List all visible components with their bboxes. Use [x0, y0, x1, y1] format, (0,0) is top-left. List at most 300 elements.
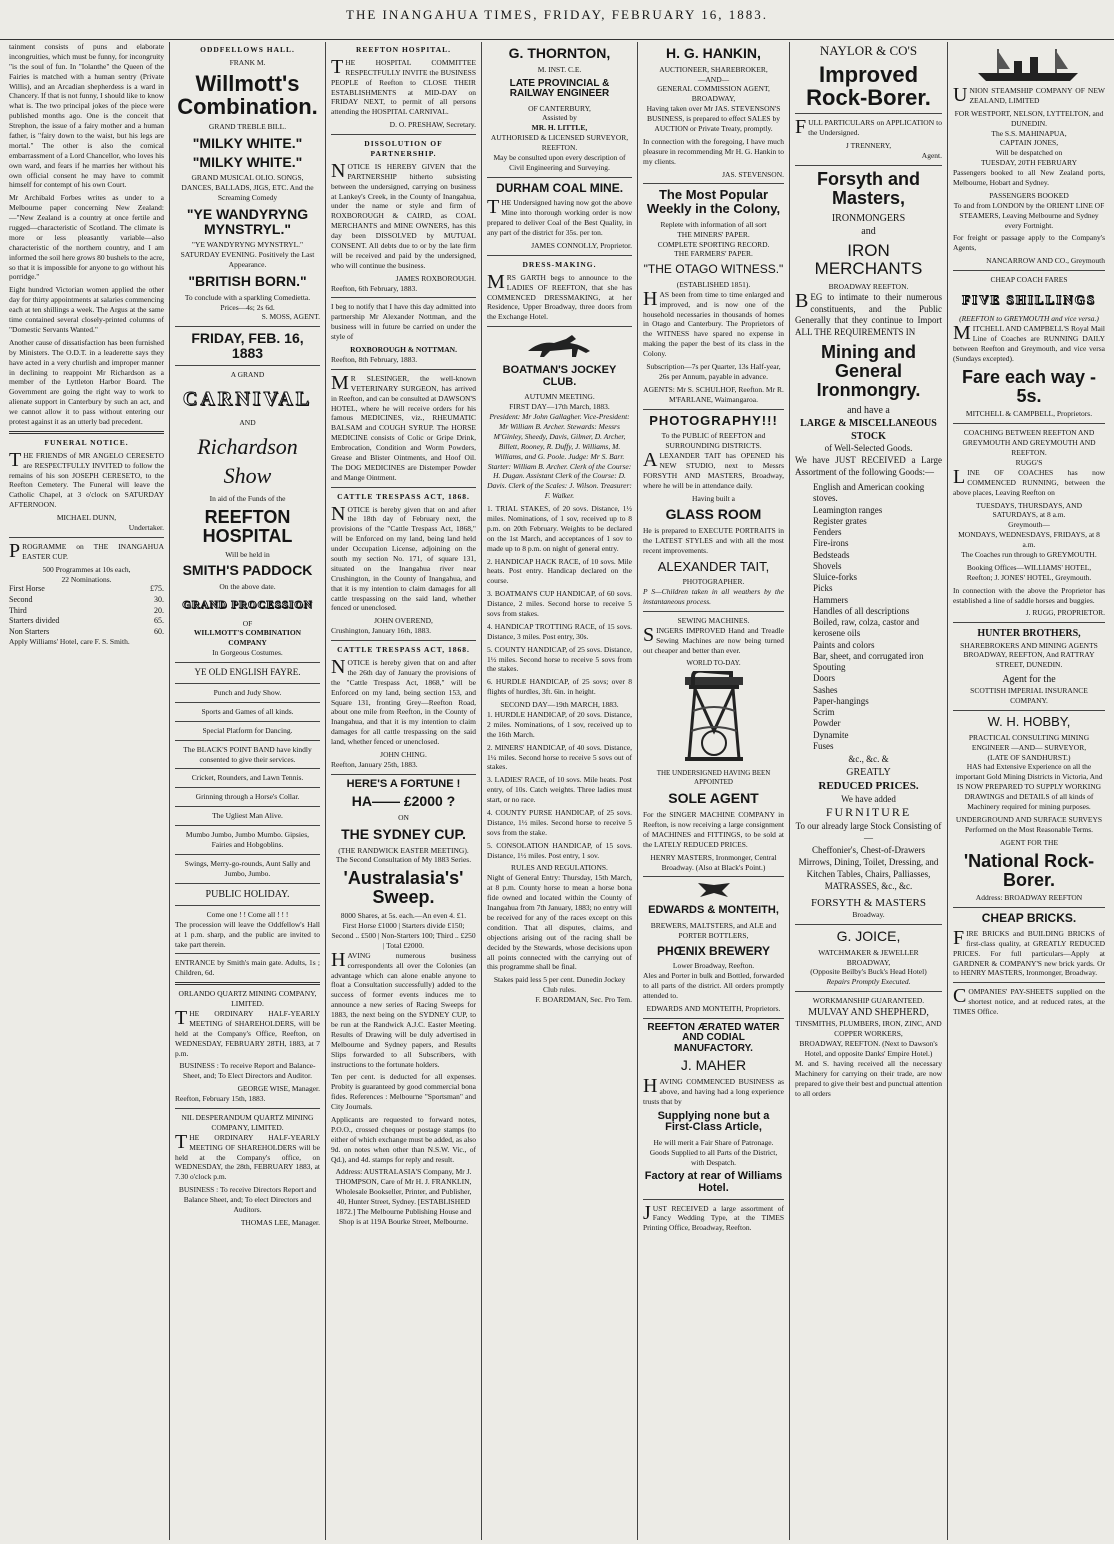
divider: [175, 905, 320, 906]
agent-line: S. MOSS, AGENT.: [261, 312, 320, 322]
divider: [953, 982, 1105, 983]
cattle-heading: CATTLE TRESPASS ACT, 1868.: [337, 491, 470, 501]
divider: [487, 177, 632, 178]
watchmaker-line: WATCHMAKER & JEWELLER: [818, 947, 919, 957]
carnival-item: Special Platform for Dancing.: [202, 725, 293, 735]
greatly-line: GREATLY: [846, 766, 891, 778]
nil-text: THE ORDINARY HALF-YEARLY MEETING OF SHAREHOLDERS will be held at the Company's office, on WEDNESDAY, the 28th, FEBRUARY 1883, at 7.30 o'clock p.m.: [175, 1130, 320, 1182]
veterinary-text: MR SLESINGER, the well-known VETERINARY SURGEON, has arrived in Reefton, and can be consulted at DAWSON'S HOTEL, where he will receive orders for his famous MEDICINES, viz., RHEUMATIC BALSAM and COUGH SYRUP. The HORSE MEDICINE consists of Colic or Gripe Drink, Embrocation, Condition and Worm Powders, Grease and Blister Ointments, and Hoof Oil. The DOG MEDICINES are Distemper Powder and Mange Ointment.: [331, 371, 476, 482]
mynstryl-subtitle: "YE WANDYRYNG MYNSTRYL.": [191, 240, 304, 250]
hobby-sub: PRACTICAL CONSULTING MINING ENGINEER —AND— SURVEYOR,: [968, 732, 1090, 752]
dissolution-signature: JAMES ROXBOROUGH.: [395, 273, 476, 283]
held-line: Will be held in: [225, 549, 270, 559]
ps-text: P S—Children taken in all weathers by the instantaneous process.: [643, 587, 784, 607]
mulvay-address: BROADWAY, REEFTON. (Next to Dawson's Hotel, and opposite Danks' Empire Hotel.): [799, 1039, 938, 1058]
naylor-text: FULL PARTICULARS on APPLICATION to the Undersigned.: [795, 116, 942, 139]
sweep-title: 'Australasia's' Sweep.: [343, 868, 464, 908]
maher-text: HAVING COMMENCED BUSINESS as above, and having had a long experience trusts that by: [643, 1075, 784, 1106]
maher-name: J. MAHER: [680, 1057, 747, 1074]
conclude-line: To conclude with a sparkling Comedietta. Prices—4s; 2s 6d.: [184, 292, 311, 312]
ship-line: The S.S. MAHINAPUA,: [991, 128, 1067, 138]
surveys-text: UNDERGROUND AND SURFACE SURVEYS Performed on the Most Reasonable Terms.: [955, 814, 1103, 834]
list-item: Spouting: [813, 662, 846, 672]
edwards-title: EDWARDS & MONTEITH,: [648, 904, 779, 917]
aerated-title: REEFTON ÆRATED WATER AND CODIAL MANUFACTORY.: [647, 1021, 780, 1054]
funeral-signature: MICHAEL DUNN,: [56, 513, 117, 523]
supplying-title: Supplying none but a First-Class Article,: [657, 1109, 770, 1134]
bricks-text: FIRE BRICKS and BUILDING BRICKS of first-class quality, at GREATLY REDUCED PRICES. For full particulars—Apply at GARDNER & COMPANY'S new brick yards. Or to HENRY MASTERS, Ironmonger, Broadway.: [953, 926, 1105, 978]
etc-line: &c., &c. &: [848, 754, 889, 764]
durham-signature: JAMES CONNOLLY, Proprietor.: [531, 240, 632, 250]
divider: [331, 640, 476, 641]
list-item: English and American cooking stoves.: [813, 482, 925, 504]
surveyor-line: AUTHORISED & LICENSED SURVEYOR, REEFTON.: [490, 133, 629, 153]
divider: [953, 270, 1105, 271]
divider: [175, 854, 320, 855]
otago-text: HAS been from time to time enlarged and improved, and is now one of the household necessaries in thousands of homes in Otago and Canterbury. The Proprietors of the WITNESS have spared no expense in making the paper the best of its class in the Colony.: [643, 287, 784, 359]
list-item: Bar, sheet, and corrugated iron: [813, 650, 924, 661]
durham-text: THE Undersigned having now got the above Mine into thorough working order is now prepared to deliver Coal of the Best Quality, in any part of the district for 35s. per ton.: [487, 196, 632, 238]
combination-title: Willmott's Combination.: [177, 70, 318, 119]
hankin-general: GENERAL COMMISSION AGENT,: [657, 84, 770, 94]
orlando-title: ORLANDO QUARTZ MINING COMPANY, LIMITED.: [178, 989, 317, 1009]
hankin-signature: JAS. STEVENSON.: [722, 169, 784, 179]
racehorse-icon: [520, 331, 600, 361]
list-item: Paper-hangings: [813, 695, 869, 706]
list-item: Shovels: [813, 560, 842, 571]
divider: [487, 326, 632, 327]
article-text: Another cause of dissatisfaction has been furnished by Ministers. The O.D.T. in a leaderette says they have acted in a very churlish and improper manner in declining to reappoint Mr Richardson as a member of the Lyttleton Harbor Board. The Government are going the right way to work to alienate support in Canterbury by such an act, and we cannot allow it to pass without entering our protest against it as an utterly bad precedent.: [9, 337, 164, 426]
divider: [331, 487, 476, 488]
tait-name: ALEXANDER TAIT,: [657, 558, 770, 574]
list-item: Register grates: [813, 515, 867, 526]
agents-text: AGENTS: Mr S. SCHULHOF, Reefton. Mr R. M'FARLANE, Waimangaroa.: [643, 384, 784, 404]
assisted-line: Assisted by: [542, 113, 577, 123]
consult-text: May be consulted upon every description of Civil Engineering and Surveying.: [493, 153, 626, 172]
column-3: [326, 42, 482, 1540]
milky-white: "MILKY WHITE.": [192, 134, 303, 151]
carnival-item: Punch and Judy Show.: [213, 688, 282, 698]
race-entry: 4. HANDICAP TROTTING RACE, of 15 sovs. Distance, 3 miles. Post entry, 30s.: [487, 621, 632, 641]
mulvay-text: M. and S. having received all the necessary Machinery for carrying on their trade, are now prepared to give their best and punctual attention to all orders: [795, 1058, 942, 1098]
hospital-text: THE HOSPITAL COMMITTEE RESPECTFULLY INVITE the BUSINESS PEOPLE of Reefton to CLOSE THEIR ESTABLISHMENTS at MID-DAY on FRIDAY NEXT, to permit of all persons attending the HOSPITAL CARNIVAL.: [331, 55, 476, 117]
race-entry: 3. LADIES' RACE, of 10 sovs. Mile heats. Post entry, of 10s. Catch weights. Three ladies must start, or no race.: [487, 775, 632, 805]
list-item: Fire-irons: [813, 538, 849, 549]
orlando-business: BUSINESS : To receive Report and Balance-Sheet, and; To Elect Directors and Auditor.: [179, 1061, 316, 1081]
list-item: Dynamite: [813, 729, 849, 740]
orient-text: To and from LONDON by the ORIENT LINE OF STEAMERS, Leaving Melbourne and Sydney every Fortnight.: [953, 200, 1105, 230]
mining-title: Mining and General Ironmongry.: [816, 342, 921, 400]
second-day-line: SECOND DAY—19th MARCH, 1883.: [500, 700, 619, 710]
jockey-signature: F. BOARDMAN, Sec. Pro Tem.: [535, 995, 632, 1005]
thornton-title: G. THORNTON,: [508, 45, 611, 61]
lower-broadway-line: Lower Broadway, Reefton.: [672, 961, 755, 971]
race-entry: 5. COUNTY HANDICAP, of 25 sovs. Distance, 1½ miles. Second horse to receive 5 sovs from the stakes.: [487, 644, 632, 674]
fair-text: He will merit a Fair Share of Patronage. Goods Supplied to all Parts of the District, with Despatch.: [649, 1137, 778, 1167]
sewing-machine-icon: [675, 671, 753, 766]
naylor-signature: J TRENNERY,: [845, 141, 892, 151]
established-line: (ESTABLISHED 1851).: [676, 279, 751, 289]
list-item: Sluice-forks: [813, 572, 857, 582]
weekly-title: The Most Popular Weekly in the Colony,: [646, 187, 781, 217]
replete-line: Replete with information of all sort: [660, 219, 767, 229]
phoenix-emblem-icon: [694, 881, 734, 901]
divider: [9, 537, 164, 538]
divider: [953, 907, 1105, 908]
brewers-line: BREWERS, MALTSTERS, and ALE and PORTER BOTTLERS,: [650, 921, 777, 940]
dress-text: MRS GARTH begs to announce to the LADIES OF REEFTON, that she has COMMENCED DRESSMAKING, at her Residence, Upper Broadway, three doors from the Exchange Hotel.: [487, 270, 632, 322]
henry-masters-text: HENRY MASTERS, Ironmonger, Central Broadway. (Also at Black's Point.): [650, 852, 777, 872]
and-line: and: [861, 225, 876, 237]
dress-heading: DRESS-MAKING.: [522, 259, 597, 269]
carnival-item: Grinning through a Horse's Collar.: [195, 792, 300, 802]
cattle-date: Crushington, January 16th, 1883.: [331, 626, 431, 636]
officers-text: President: Mr John Gallagher. Vice-President: Mr William B. Archer. Stewards: Messrs M'Ginley, Sheedy, Davis, Gilmer, D. Archer, Billett, Rooney, R. Duffy, J. Williams, M. Williams, and G. Poole. Judge: Mr S. Barr. Starter: William B. Archer. Clerk of the Course: H. Dugan. Assistant Clerk of the Course: D. Davis. Clerk of the Scales: J. Wilson. Treasurer: F. Walker.: [487, 412, 632, 501]
captain-line: CAPTAIN JONES,: [999, 138, 1059, 148]
rugg-text: LINE OF COACHES has now COMMENCED RUNNING, between the above places, Leaving Reefton on: [953, 465, 1105, 497]
divider: [175, 662, 320, 663]
ales-text: Ales and Porter in bulk and Bottled, forwarded to all parts of the district. All orders promptly attended to.: [643, 971, 784, 1001]
factory-title: Factory at rear of Williams Hotel.: [644, 1170, 783, 1194]
treble-line: GRAND TREBLE BILL.: [208, 121, 287, 131]
divider: [487, 255, 632, 256]
prize-row: Second 30.: [9, 594, 164, 604]
rules-heading: RULES AND REGULATIONS.: [511, 863, 608, 873]
nancarrow-line: NANCARROW AND CO., Greymouth: [986, 256, 1105, 266]
sweep-text: HAVING numerous business correspondents all over the Colonies (an advantage which can alone enable anyone to float a Consultation successfully) added to the success of former events induces me to announce a new series of Racing Sweeps for 1883, the next being on the SYDNEY CUP, to be run at the Randwick A.J.C. Easter Meeting. Results of Drawing will be duly advertised in Melbourne and Sydney papers, and Results Slips forwarded to all Subscribers, with instructions to the fortunate holders.: [331, 948, 476, 1069]
tinsmiths-line: TINSMITHS, PLUMBERS, IRON, ZINC, AND COPPER WORKERS,: [795, 1019, 942, 1039]
procession-title: GRAND PROCESSION: [182, 599, 313, 612]
olio-text: GRAND MUSICAL OLIO. SONGS, DANCES, BALLADS, JIGS, ETC. And the Screaming Comedy: [181, 173, 314, 203]
national-borer-title: 'National Rock-Borer.: [963, 850, 1095, 890]
race-entry: 6. HURDLE HANDICAP, of 25 sovs; over 8 flights of hurdles, 3ft. 6in. in height.: [487, 677, 632, 697]
cattle-signature: JOHN OVEREND,: [374, 616, 433, 626]
little-line: MR. H. LITTLE,: [531, 123, 588, 133]
partnership-text: I beg to notify that I have this day admitted into partnership Mr Alexander Nottman, and the business will in future be carried on under the style of: [331, 302, 476, 342]
willmott-company: WILLMOTT'S COMBINATION COMPANY: [193, 628, 302, 648]
beg-text: BEG to intimate to their numerous constituents, and the Public Generally that they continue to Import ALL THE REQUIREMENTS IN: [795, 289, 942, 338]
divider: [953, 423, 1105, 424]
list-item: Bedsteads: [813, 549, 850, 560]
list-item: Picks: [813, 583, 833, 594]
divider: [175, 825, 320, 826]
autumn-line: AUTUMN MEETING.: [524, 392, 595, 402]
sydney-cup-title: THE SYDNEY CUP.: [341, 825, 466, 842]
of-line: OF: [242, 618, 253, 628]
list-item: Scrim: [813, 707, 835, 717]
race-entry: 4. COUNTY PURSE HANDICAP, of 25 sovs. Distance, 1½ miles. Second horse to receive 5 sovs from the stake.: [487, 808, 632, 837]
joice-broadway: BROADWAY,: [846, 957, 891, 967]
on-line: ON: [398, 813, 409, 823]
carnival-item: Sports and Games of all kinds.: [201, 706, 294, 716]
hankin-and: —AND—: [697, 74, 730, 84]
glass-text: He is prepared to EXECUTE PORTRAITS in the LATEST STYLES and with all the most recent improvements.: [643, 526, 784, 555]
passengers-text: Passengers booked to all New Zealand ports, Melbourne, Hobart and Sydney.: [953, 168, 1105, 188]
column-2: [170, 42, 326, 1540]
otago-title: "THE OTAGO WITNESS.": [643, 262, 784, 277]
and-line: AND: [239, 417, 256, 427]
joice-title: G. JOICE,: [836, 927, 901, 944]
steamship-icon: [974, 45, 1084, 83]
masthead: THE INANGAHUA TIMES, FRIDAY, FEBRUARY 16, 1883.: [0, 0, 1114, 40]
photography-title: PHOTOGRAPHY!!!: [649, 412, 778, 428]
milky-white: "MILKY WHITE.": [192, 153, 303, 170]
consultation-line: The Second Consultation of My 1883 Series.: [335, 855, 472, 865]
shares-line: 8000 Shares, at 5s. each.—An even 4. £1.: [340, 911, 467, 921]
list-item: Doors: [813, 673, 835, 684]
prize-row: Non Starters 60.: [9, 626, 164, 636]
column-6: [790, 42, 948, 1540]
miners-paper: THE MINERS' PAPER.: [677, 229, 750, 239]
divider: [331, 369, 476, 370]
list-item: Handles of all descriptions: [813, 605, 910, 616]
divider: [643, 876, 784, 877]
fayre-title: YE OLD ENGLISH FAYRE.: [194, 667, 301, 678]
divider: [331, 297, 476, 298]
divider: [9, 431, 164, 434]
richardson-title: Richardson Show: [197, 433, 298, 488]
british-born: "BRITISH BORN.": [188, 272, 307, 289]
divider: [643, 409, 784, 410]
race-entry: 3. BOATMAN'S CUP HANDICAP, of 60 sovs. Distance, 2 miles. Second horse to receive 5 sovs from stakes.: [487, 589, 632, 618]
divider: [643, 611, 784, 612]
saturday-line: SATURDAY EVENING. Positively the Last Appearance.: [180, 250, 315, 270]
subscription-text: Subscription—7s per Quarter, 13s Half-year, 26s per Annum, payable in advance.: [646, 362, 781, 381]
just-received-text: JUST RECEIVED a large assortment of Fancy Wedding Type, at the TIMES Printing Office, Broadway, Reefton.: [643, 1201, 784, 1233]
carnival-item: Mumbo Jumbo, Jumbo Mumbo. Gipsies, Fairies and Hobgoblins.: [185, 830, 310, 850]
hunter-address: BROADWAY, REEFTON, And RATTRAY STREET, DUNEDIN.: [963, 650, 1095, 670]
fortune-title: HERE'S A FORTUNE !: [346, 777, 461, 790]
divider: [795, 924, 942, 925]
saddle-text: In connection with the above the Proprietor has established a line of saddle horses and buggies.: [953, 585, 1105, 605]
column-7: [948, 42, 1110, 1540]
ironmongers-line: IRONMONGERS: [831, 212, 906, 224]
divider: [175, 365, 320, 366]
race-entry: 1. TRIAL STAKES, of 20 sovs. Distance, 1½ miles. Nominations, of 1 sov, received up to 8 p.m. on 20th February. Weights to be declared on the 1st March, and acceptances of 1 sov to made up to 8 p.m. on night of general entry.: [487, 504, 632, 553]
programme-heading: PROGRAMME on THE INANGAHUA EASTER CUP.: [9, 539, 164, 562]
hospital-title: REEFTON HOSPITAL: [202, 506, 293, 546]
agent-for-line: AGENT FOR THE: [999, 837, 1059, 847]
naylor-title: NAYLOR & CO'S: [819, 43, 918, 58]
hobby-text: HAS had Extensive Experience on all the important Gold Mining Districts in Victoria, And IS NOW PREPARED TO SUPPLY WORKING DRAWINGS and DETAILS of all kinds of Machinery required for mining purposes.: [955, 762, 1103, 812]
sandhurst-line: (LATE OF SANDHURST.): [987, 752, 1071, 762]
divider: [175, 806, 320, 807]
rock-borer-title: Improved Rock-Borer.: [806, 62, 931, 111]
hunter-title: HUNTER BROTHERS,: [977, 628, 1081, 640]
added-line: We have added: [841, 793, 896, 804]
funeral-heading: FUNERAL NOTICE.: [44, 437, 129, 447]
durham-title: DURHAM COAL MINE.: [495, 180, 624, 195]
divider: [175, 883, 320, 884]
article-text: tainment consists of puns and elaborate incongruities, which must be funny, for incongruity "is the soul of fun. In "Iolanthe" the Queen of the Fairies is matched with a human sentry (Private Willis), and an Arcadian shepherdess is a ward in Chancery. If that is not funny, I should like to know what is. The two principal jokes of the piece were published months ago. One is the conceit that Strephon, the issue of a fairy mother and a human father, is "fairy down to the waist, but his legs are mortal." The other is also the comical embarrassment of a Lord Chancellor, who loves his own ward, and fears if he marries her without his own official consent he may have to commit himself for contempt of his own Court.: [9, 42, 164, 190]
carnival-item: The BLACK'S POINT BAND have kindly consented to give their services.: [183, 744, 312, 764]
five-subtitle: (REEFTON to GREYMOUTH and vice versa.): [959, 314, 1099, 324]
address-line: Address: BROADWAY REEFTON: [975, 893, 1083, 903]
workmanship-line: WORKMANSHIP GUARANTEED.: [812, 996, 925, 1006]
carnival-title: CARNIVAL: [182, 387, 313, 410]
glass-pre: Having built a: [692, 493, 735, 503]
freight-text: For freight or passage apply to the Company's Agents,: [953, 233, 1105, 253]
carnival-item: The Ugliest Man Alive.: [212, 811, 283, 821]
divider: [175, 982, 320, 985]
race-entry: 5. CONSOLATION HANDICAP, of 15 sovs. Distance, 1½ miles. Post entry, 1 sov.: [487, 840, 632, 860]
furniture-title: FURNITURE: [825, 805, 912, 820]
cattle-heading: CATTLE TRESPASS ACT, 1868.: [337, 645, 470, 655]
date-line: On the above date.: [219, 582, 276, 592]
article-text: Eight hundred Victorian women applied the other day for thirty appointments at salaries commencing each at ten shillings a week. The Argus at the same time contained several closely-printed columns of "Domestic Servants Wanted.": [9, 285, 164, 334]
sewing-heading: SEWING MACHINES.: [677, 616, 750, 626]
iron-merchants-title: IRON MERCHANTS: [814, 241, 923, 278]
mitchell-signature: MITCHELL & CAMPBELL, Proprietors.: [965, 409, 1093, 419]
divider: [795, 165, 942, 166]
union-title: UNION STEAMSHIP COMPANY OF NEW ZEALAND, LIMITED: [953, 84, 1105, 106]
have-a-line: and have a: [847, 404, 890, 416]
divider: [795, 113, 942, 114]
race-entry: 1. HURDLE HANDICAP, of 20 sovs. Distance, 2 miles. Nominations, of 1 sov, received up to the 16th March.: [487, 710, 632, 739]
frank-line: FRANK M.: [229, 57, 266, 67]
nil-title: NIL DESPERANDUM QUARTZ MINING COMPANY, LIMITED.: [181, 1113, 314, 1132]
phoenix-title: PHŒNIX BREWERY: [657, 943, 770, 958]
five-shillings-title: FIVE SHILLINGS: [962, 292, 1096, 308]
goods-list: [795, 482, 942, 752]
costumes-line: In Gorgeous Costumes.: [212, 648, 283, 658]
cheap-fares-line: CHEAP COACH FARES: [990, 275, 1068, 285]
list-item: Leamington ranges: [813, 504, 883, 515]
tuesday-line: TUESDAY, 20TH FEBRUARY: [980, 158, 1078, 168]
sharebrokers-line: SHAREBROKERS AND MINING AGENTS: [960, 640, 1098, 650]
fare-title: Fare each way - 5s.: [961, 366, 1097, 406]
orlando-date: Reefton, February 15th, 1883.: [175, 1094, 266, 1104]
repairs-line: Repairs Promptly Executed.: [826, 977, 911, 987]
holiday-title: PUBLIC HOLIDAY.: [205, 888, 290, 900]
list-item: Hammers: [813, 594, 848, 605]
thornton-credential: M. INST. C.E.: [537, 64, 582, 74]
greymouth-line: Greymouth—: [1008, 520, 1050, 530]
stakes-line: Stakes paid less 5 per cent. Dunedin Jockey Club rules.: [493, 975, 626, 995]
passengers-booked-title: PASSENGERS BOOKED: [989, 190, 1069, 200]
list-item: Fuses: [813, 740, 834, 751]
hospital-signature: D. O. PRESHAW, Secretary.: [389, 120, 476, 130]
jockey-club-title: BOATMAN'S JOCKEY CLUB.: [502, 364, 617, 388]
sweep-percent: Ten per cent. is deducted for all expenses. Probity is guaranteed by good commercial bona fides. References : Melbourne "Sportsman" and City Journals.: [331, 1072, 476, 1112]
hankin-text: Having taken over Mr JAS. STEVENSON'S BUSINESS, is prepared to effect SALES by AUCTION or Private Treaty, promptly.: [646, 104, 781, 134]
hankin-connection: In connection with the foregoing, I have much pleasure in recommending Mr H. G. Hankin to my clients.: [643, 136, 784, 166]
sweep-address: Address: AUSTRALASIA'S Company, Mr J. THOMPSON, Care of Mr H. J. FRANKLIN, Wholesale Bookseller, Printer, and Publisher, 40, Hunter Street, Sydney. [ESTABLISHED 1872.] The Melbourne Publishing House and Shop is at 119A Bourke Street, Melbourne.: [335, 1167, 472, 1226]
edwards-signature: EDWARDS AND MONTEITH, Proprietors.: [646, 1003, 781, 1013]
list-item: Sashes: [813, 684, 838, 695]
westport-line: FOR WESTPORT, NELSON, LYTTELTON, and DUNEDIN.: [954, 108, 1104, 128]
sole-agent-text: For the SINGER MACHINE COMPANY in Reefton, is now receiving a large consignment of MACHINES and FITTINGS, to be sold at the LATELY REDUCED PRICES.: [643, 810, 784, 849]
paddock-title: SMITH'S PADDOCK: [182, 562, 313, 579]
partnership-firm: ROXBOROUGH & NOTTMAN.: [350, 345, 457, 355]
cattle-text: NOTICE is hereby given that on and after the 18th day of February next, the provisions of the "Cattle Trespass Act, 1868," will be Enforced on my land, being land held under Occupation License, adjoining on the south my section No. 171, of square 131, situated on the Inangahua river near Crushington, in the County of Inangahua, and that it is my intention to claim damages for all cattle trespassing on the said land, whether fenced or unenclosed.: [331, 502, 476, 613]
mulvay-title: MULVAY AND SHEPHERD,: [808, 1007, 929, 1019]
list-item: Boiled, raw, colza, castor and kerosene oils: [813, 617, 920, 639]
sweep-prizes: First Horse £1000 | Starters divide £150; Second .. £500 | Non-Starters 100; Third .. £250 | Total £2000.: [331, 921, 476, 950]
come-line: Come one ! ! Come all ! ! !: [206, 909, 289, 919]
grand-line: A GRAND: [230, 369, 265, 379]
divider: [643, 1199, 784, 1200]
randwick-line: (THE RANDWICK EASTER MEETING).: [338, 845, 469, 855]
divider: [175, 683, 320, 684]
carnival-date: FRIDAY, FEB. 16, 1883: [191, 330, 304, 361]
well-selected-line: of Well-Selected Goods.: [824, 443, 913, 454]
divider: [953, 622, 1105, 623]
broadway-line: BROADWAY REEFTON.: [828, 281, 909, 291]
hankin-title: H. G. HANKIN,: [666, 45, 761, 61]
nil-signature: THOMAS LEE, Manager.: [240, 1217, 320, 1227]
dissolution-heading: DISSOLUTION OF PARTNERSHIP.: [364, 139, 443, 159]
partnership-date: Reefton, 8th February, 1883.: [331, 354, 418, 364]
programme-line: 500 Programmes at 10s each,: [42, 564, 131, 574]
world-line: WORLD TO-DAY.: [686, 658, 741, 667]
divider: [175, 768, 320, 769]
furniture-text: Cheffonier's, Chest-of-Drawers Mirrows, Dining, Toilet, Dressing, and Kitchen Tables, Chairs, Palliasses, MATRASSES, &c., &c.: [798, 845, 939, 891]
undersigned-line: THE UNDERSIGNED HAVING BEEN APPOINTED: [656, 768, 771, 787]
list-item: Powder: [813, 718, 841, 729]
prize-table: [9, 584, 164, 637]
days-line: TUESDAYS, THURSDAYS, AND SATURDAYS, at 8 a.m.: [976, 500, 1082, 520]
divider: [175, 1108, 320, 1109]
canterbury-line: OF CANTERBURY,: [528, 103, 591, 113]
divider: [175, 326, 320, 327]
procession-text: The procession will leave the Oddfellow's Hall at 1 p.m. sharp, and the public are invited to take part therein.: [175, 919, 320, 949]
hankin-sub: AUCTIONEER, SHAREBROKER,: [659, 64, 768, 74]
column-5: [638, 42, 790, 1540]
received-text: We have JUST RECEIVED a Large Assortment of the following Goods:—: [795, 455, 942, 478]
forsyth-title: Forsyth and Masters,: [816, 168, 920, 208]
entrance-text: ENTRANCE by Smith's main gate. Adults, 1s ; Children, 6d.: [175, 958, 320, 978]
divider: [175, 702, 320, 703]
columns: [4, 42, 1110, 1540]
divider: [331, 774, 476, 775]
photo-to-line: To the PUBLIC of REEFTON and SURROUNDING DISTRICTS.: [661, 431, 766, 451]
cattle-text: NOTICE is hereby given that on and after the 26th day of January the provisions of the "Cattle Trespass Act, 1868," will be Enforced on my land, being section 153, and Square 131, fronting Grey—Reefton Road, about one mile from Reefton, in the County of Inangahua, and that it is my intention to claim damages for all cattle trespassing on the said land, whether fenced or unenclosed.: [331, 655, 476, 747]
forsyth-masters-title: FORSYTH & MASTERS: [811, 896, 926, 909]
engineer-line: LATE PROVINCIAL & RAILWAY ENGINEER: [509, 77, 610, 100]
prize-row: Starters divided 65.: [9, 616, 164, 626]
rugg-signature: J. RUGG, PROPRIETOR.: [1025, 608, 1105, 618]
orlando-text: THE ORDINARY HALF-YEARLY MEETING of SHAREHOLDERS, will be held at the Company's Office, Reefton, on WEDNESDAY, FEBRUARY 28TH, 1883, at 7 p.m.: [175, 1007, 320, 1058]
opposite-line: (Opposite Beilby's Buck's Head Hotel): [810, 967, 927, 977]
race-entry: 2. MINERS' HANDICAP, of 40 sovs. Distance, 1¼ miles. Second horse to receive 5 sovs out of stakes.: [487, 742, 632, 772]
funeral-role: Undertaker.: [128, 522, 164, 532]
programme-apply: Apply Williams' Hotel, care F. S. Smith.: [9, 637, 130, 647]
large-stock-title: LARGE & MISCELLANEOUS STOCK: [800, 418, 937, 443]
bricks-title: CHEAP BRICKS.: [981, 911, 1077, 926]
cattle-signature: JOHN CHING.: [380, 750, 427, 759]
divider: [953, 710, 1105, 711]
list-item: Fenders: [813, 527, 842, 537]
funeral-text: THE FRIENDS of MR ANGELO CERESETO are RESPECTFULLY INVITED to follow the remains of his son JOSEPH CERESETO, to the Reefton Cemetery. The Funeral will leave the Catholic Chapel, at 3 o'clock on SATURDAY AFTERNOON.: [9, 448, 164, 510]
through-text: The Coaches run through to GREYMOUTH.: [961, 550, 1097, 559]
ha-title: HA—— £2000 ?: [351, 793, 456, 810]
photographer-line: PHOTOGRAPHER.: [682, 577, 745, 587]
aid-line: In aid of the Funds of the: [209, 493, 286, 503]
coaching-title: COACHING BETWEEN REEFTON AND GREYMOUTH AND GREYMOUTH AND REEFTON.: [962, 428, 1096, 458]
divider: [331, 134, 476, 135]
race-entry: 2. HANDICAP HACK RACE, of 10 sovs. Mile heats. Post entry. Handicap declared on the course.: [487, 556, 632, 586]
farmers-paper: THE FARMERS' PAPER.: [674, 249, 753, 259]
first-day-line: FIRST DAY—17th March, 1883.: [509, 402, 610, 412]
hankin-broadway: BROADWAY,: [691, 94, 736, 104]
hobby-title: W. H. HOBBY,: [987, 714, 1071, 730]
list-item: Paints and colors: [813, 639, 875, 650]
mitchell-text: MITCHELL AND CAMPBELL'S Royal Mail Line of Coaches are RUNNING DAILY between Reefton and Greymouth, and vice versa (Sundays excepted).: [953, 322, 1105, 363]
divider: [175, 787, 320, 788]
carnival-item: Swings, Merry-go-rounds, Aunt Sally and Jumbo, Jumbo.: [184, 858, 311, 878]
sporting-line: COMPLETE SPORTING RECORD.: [657, 239, 770, 249]
